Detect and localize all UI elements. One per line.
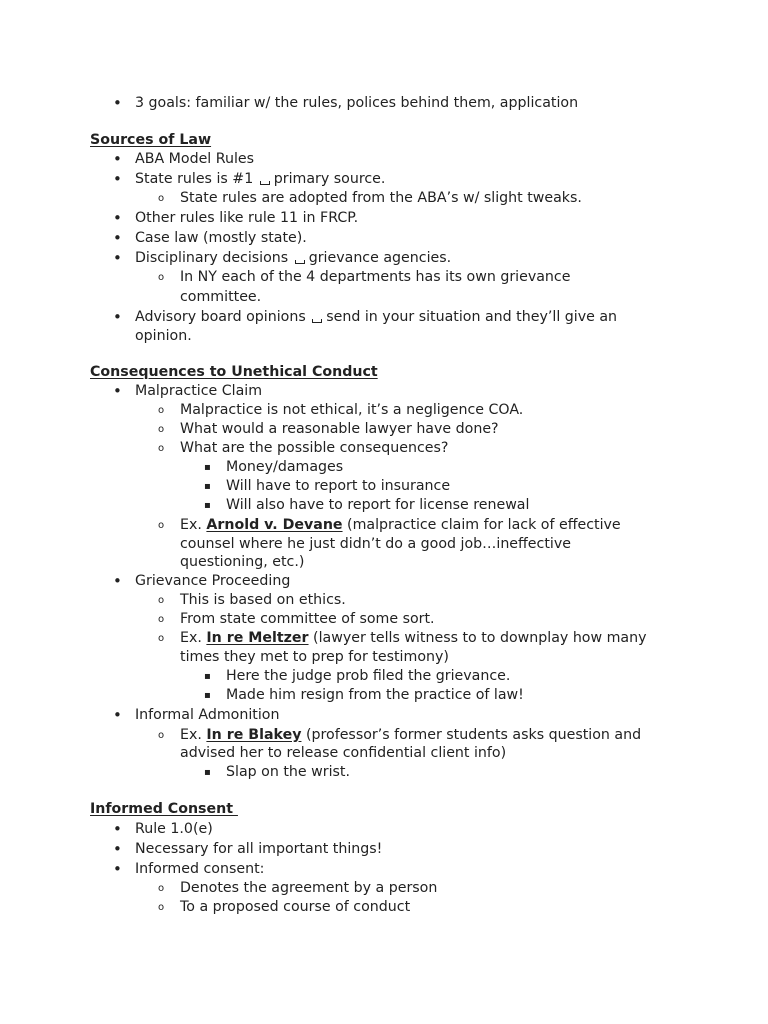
case-name-blakey: In re Blakey: [206, 727, 302, 743]
malpractice-sub1: Malpractice is not ethical, it’s a negligence COA.: [180, 402, 524, 418]
rule-item: Rule 1.0(e): [135, 821, 213, 837]
bullet-l1: •: [113, 572, 122, 590]
arrow-icon: [260, 178, 270, 185]
arnold-example-line2: counsel where he just didn’t do a good job…ineffective: [180, 536, 571, 552]
bullet-l2: o: [158, 883, 165, 894]
advisory-line1: Advisory board opinions send in your situation and they’ll give an: [135, 309, 618, 325]
bullet-l2: o: [158, 902, 165, 913]
bullet-l2: o: [158, 595, 165, 606]
meltzer-detail2: Made him resign from the practice of law!: [226, 687, 524, 703]
bullet-l2: o: [158, 443, 165, 454]
grievance-sub2: From state committee of some sort.: [180, 611, 435, 627]
case-law-item: Case law (mostly state).: [135, 230, 307, 246]
malpractice-sub3: What are the possible consequences?: [180, 440, 449, 456]
disciplinary-item: Disciplinary decisions grievance agencies.: [135, 250, 452, 266]
bullet-l1: •: [113, 820, 122, 838]
bullet-l1: •: [113, 308, 122, 326]
informed-item: Informed consent:: [135, 861, 265, 877]
necessary-item: Necessary for all important things!: [135, 841, 383, 857]
malpractice-item: Malpractice Claim: [135, 383, 263, 399]
goals-text: 3 goals: familiar w/ the rules, polices behind them, application: [135, 95, 579, 111]
bullet-l1: •: [113, 382, 122, 400]
case-name-arnold: Arnold v. Devane: [206, 517, 343, 533]
consent-heading: Informed Consent: [90, 801, 238, 817]
blakey-example-line1: Ex. In re Blakey (professor’s former students asks question and: [180, 727, 642, 743]
case-name-meltzer: In re Meltzer: [206, 630, 309, 646]
arrow-icon: [295, 257, 305, 264]
meltzer-detail1: Here the judge prob filed the grievance.: [226, 668, 511, 684]
arnold-example-line3: questioning, etc.): [180, 554, 305, 570]
arrow-icon: [312, 316, 322, 323]
malpractice-sub2: What would a reasonable lawyer have done?: [180, 421, 499, 437]
bullet-l3: ▪: [204, 481, 211, 492]
consent-def1: Denotes the agreement by a person: [180, 880, 438, 896]
bullet-l1: •: [113, 249, 122, 267]
advisory-line2: opinion.: [135, 328, 192, 344]
bullet-l2: o: [158, 633, 165, 644]
consequence-insurance: Will have to report to insurance: [226, 478, 451, 494]
bullet-l2: o: [158, 614, 165, 625]
informal-item: Informal Admonition: [135, 707, 280, 723]
sources-heading: Sources of Law: [90, 132, 212, 148]
bullet-l1: •: [113, 840, 122, 858]
grievance-item: Grievance Proceeding: [135, 573, 291, 589]
arnold-example-line1: Ex. Arnold v. Devane (malpractice claim for lack of effective: [180, 517, 621, 533]
bullet-l1: •: [113, 170, 122, 188]
bullet-l1: •: [113, 706, 122, 724]
bullet-l1: •: [113, 94, 122, 112]
bullet-l2: o: [158, 193, 165, 204]
bullet-l3: ▪: [204, 500, 211, 511]
meltzer-example-line1: Ex. In re Meltzer (lawyer tells witness to to downplay how many: [180, 630, 647, 646]
bullet-l1: •: [113, 150, 122, 168]
bullet-l1: •: [113, 860, 122, 878]
bullet-l3: ▪: [204, 690, 211, 701]
bullet-l1: •: [113, 209, 122, 227]
bullet-l1: •: [113, 229, 122, 247]
ny-departments-line1: In NY each of the 4 departments has its own grievance: [180, 269, 571, 285]
bullet-l3: ▪: [204, 767, 211, 778]
bullet-l3: ▪: [204, 671, 211, 682]
bullet-l2: o: [158, 730, 165, 741]
bullet-l2: o: [158, 272, 165, 283]
bullet-l2: o: [158, 520, 165, 531]
state-rules-subitem: State rules are adopted from the ABA’s w/ slight tweaks.: [180, 190, 582, 206]
ny-departments-line2: committee.: [180, 289, 262, 305]
other-rules-item: Other rules like rule 11 in FRCP.: [135, 210, 359, 226]
slap-on-wrist: Slap on the wrist.: [226, 764, 350, 780]
bullet-l2: o: [158, 405, 165, 416]
bullet-l2: o: [158, 424, 165, 435]
consent-def2: To a proposed course of conduct: [180, 899, 411, 915]
consequence-money: Money/damages: [226, 459, 344, 475]
aba-rules-item: ABA Model Rules: [135, 151, 255, 167]
blakey-example-line2: advised her to release confidential client info): [180, 745, 507, 761]
meltzer-example-line2: times they met to prep for testimony): [180, 649, 449, 665]
bullet-l3: ▪: [204, 462, 211, 473]
state-rules-item: State rules is #1 primary source.: [135, 171, 386, 187]
consequence-license: Will also have to report for license renewal: [226, 497, 530, 513]
consequences-heading: Consequences to Unethical Conduct: [90, 364, 378, 380]
grievance-sub1: This is based on ethics.: [180, 592, 346, 608]
